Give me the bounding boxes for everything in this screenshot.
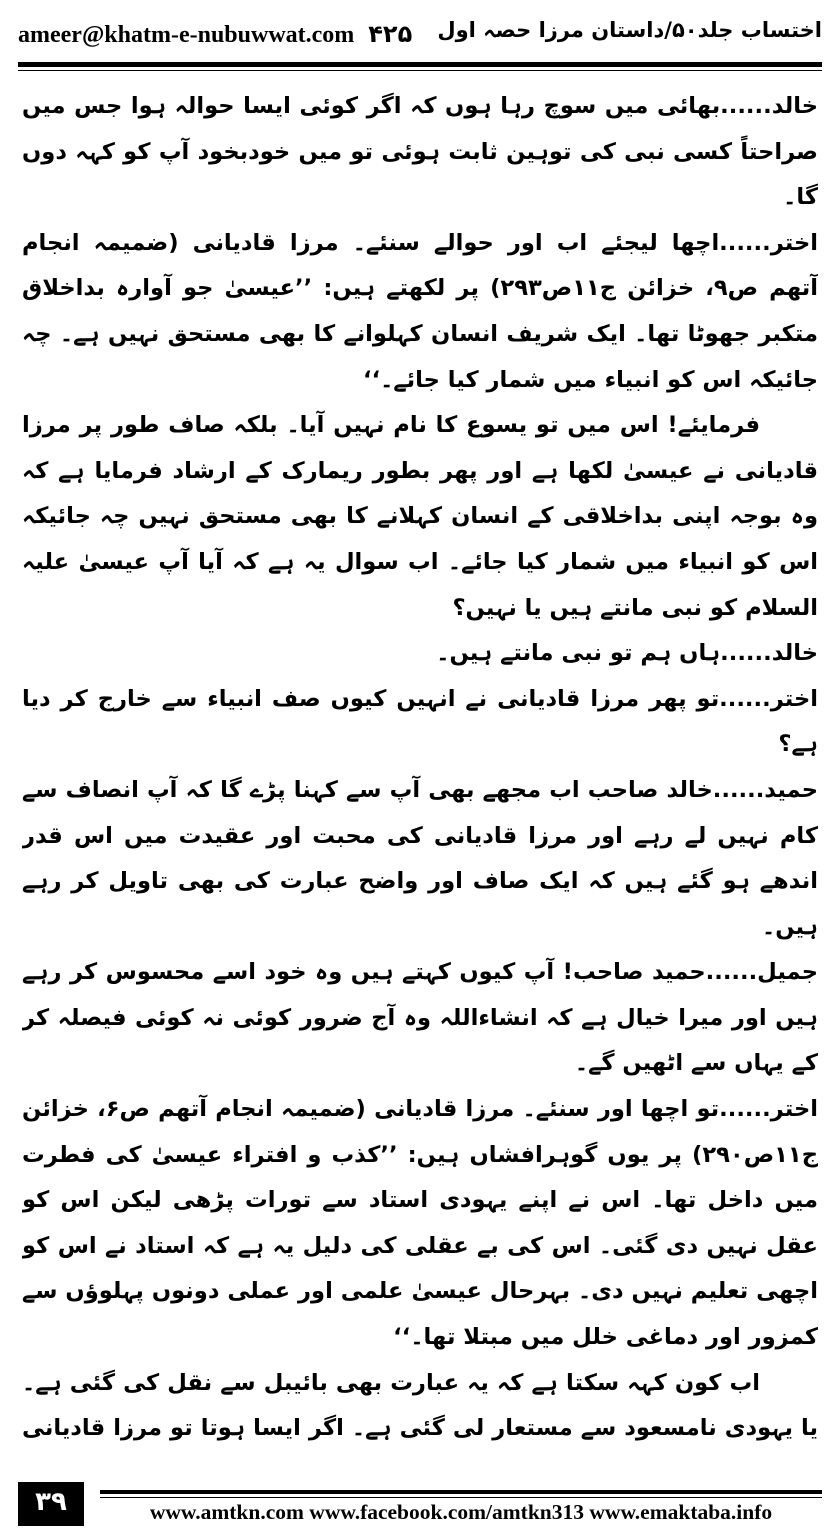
paragraph-text: ......خالد صاحب اب مجھے بھی آپ سے کہنا پڑے گا کہ آپ انصاف سے کام نہیں لے رہے اور مرزا قادیانی کی محبت اور عقیدت میں اس قدر اندھے ہو گئے ہیں کہ ایک صاف اور واضح عبارت کی بھی تاویل کر رہے ہیں۔ — [22, 776, 818, 940]
paragraph-text: ......حمید صاحب! آپ کیوں کہتے ہیں وہ خود اسے محسوس کر رہے ہیں اور میرا خیال ہے کہ انشاءاللہ وہ آج ضرور کوئی نہ کوئی فیصلہ کر کے یہاں سے اٹھیں گے۔ — [22, 959, 818, 1077]
speaker-name: حمید — [764, 776, 818, 803]
paragraph — [22, 950, 818, 1087]
footer-urls: www.amtkn.com www.facebook.com/amtkn313 www.emaktaba.info — [149, 1500, 773, 1524]
speaker-name: اختر — [770, 1096, 818, 1123]
paragraph — [22, 221, 818, 403]
paragraph — [22, 768, 818, 950]
page-body — [22, 84, 818, 1442]
header-left — [18, 20, 412, 49]
paragraph-text: ......اچھا لیجئے اب اور حوالے سنئے۔ مرزا قادیانی (ضمیمہ انجام آتھم ص۹، خزائن ج۱۱ص۲۹۳) پر لکھتے ہیں: ’’عیسیٰ جو آوارہ بداخلاق متکبر جھوٹا تھا۔ ایک شریف انسان کہلوانے کا بھی مستحق نہیں ہے۔ چہ جائیکہ اس کو انبیاء میں شمار کیا جائے۔‘‘ — [22, 229, 818, 393]
paragraph — [22, 677, 818, 768]
paragraph-text: اب کون کہہ سکتا ہے کہ یہ عبارت بھی بائیبل سے نقل کی گئی ہے۔ یا یہودی نامسعود سے مستعار لی گئی ہے۔ اگر ایسا ہوتا تو مرزا قادیانی — [22, 1369, 818, 1442]
paragraph-text: فرمایئے! اس میں تو یسوع کا نام نہیں آیا۔ بلکہ صاف طور پر مرزا قادیانی نے عیسیٰ لکھا ہے اور پھر بطور ریمارک کے ارشاد فرمایا ہے کہ وہ بوجہ اپنی بداخلاقی کے انسان کہلانے کا بھی مستحق نہیں چہ جائیکہ اس کو انبیاء میں شمار کیا جائے۔ اب سوال یہ ہے کہ آیا آپ عیسیٰ علیہ السلام کو نبی مانتے ہیں یا نہیں؟ — [22, 412, 818, 621]
speaker-name: خالد — [771, 640, 818, 667]
page-footer — [18, 1482, 822, 1526]
header-rule-thin — [18, 70, 822, 71]
paragraph — [22, 84, 818, 221]
paragraph — [22, 631, 818, 677]
paragraph-text: ......تو پھر مرزا قادیانی نے انہیں کیوں صف انبیاء سے خارج کر دیا ہے؟ — [22, 685, 818, 758]
paragraph — [22, 1087, 818, 1361]
footer-page-number: ۳۹ — [18, 1482, 84, 1526]
speaker-name: خالد — [771, 93, 818, 119]
paragraph — [22, 403, 818, 631]
speaker-name: اختر — [770, 229, 818, 256]
footer-rule-thick — [100, 1490, 822, 1494]
header-book-title: اختساب جلد۵۰/داستان مرزا حصہ اول — [437, 18, 822, 42]
speaker-name: اختر — [770, 685, 818, 712]
footer-rule-thin — [100, 1497, 822, 1498]
page-header — [18, 14, 822, 54]
paragraph-text: ......تو اچھا اور سنئے۔ مرزا قادیانی (ضمیمہ انجام آتھم ص۶، خزائن ج۱۱ص۲۹۰) پر یوں گوہرافشاں ہیں: ’’کذب و افتراء عیسیٰ کی فطرت میں داخل تھا۔ اس نے اپنے یہودی استاد سے تورات پڑھی لیکن اس کو عقل نہیں دی گئی۔ اس کی بے عقلی کی دلیل یہ ہے کہ استاد نے اس کو اچھی تعلیم نہیں دی۔ بہرحال عیسیٰ علمی اور عملی دونوں پہلوؤں سے کمزور اور دماغی خلل میں مبتلا تھا۔‘‘ — [22, 1096, 818, 1351]
paragraph-text: ......ہاں ہم تو نبی مانتے ہیں۔ — [436, 640, 772, 667]
header-page-number: ۴۲۵ — [368, 20, 413, 48]
paragraph — [22, 1361, 818, 1442]
header-rule-thick — [18, 62, 822, 67]
paragraph-text: ......بھائی میں سوچ رہا ہوں کہ اگر کوئی ایسا حوالہ ہوا جس میں صراحتاً کسی نبی کی توہین ثابت ہوئی تو میں خودبخود آپ کو کہہ دوں گا۔ — [22, 93, 818, 211]
speaker-name: جمیل — [757, 959, 818, 986]
header-email: ameer@khatm-e-nubuwwat.com — [18, 22, 355, 48]
